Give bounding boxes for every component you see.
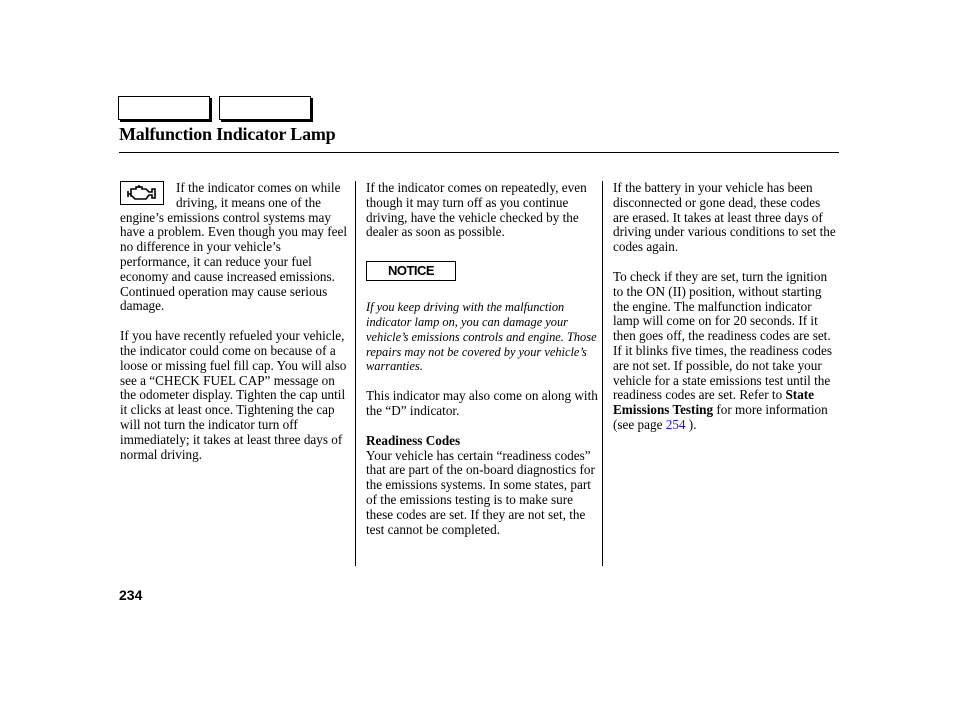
notice-text: If you keep driving with the malfunction indicator lamp on, you can damage your vehicle’s emissions controls and engine. Those repairs may not be covered by your vehicle’s warranties. — [366, 300, 597, 374]
page-title: Malfunction Indicator Lamp — [119, 124, 336, 144]
paragraph-text: ). — [688, 416, 697, 432]
paragraph: Your vehicle has certain “readiness codes” that are part of the on-board diagnostics for the emissions systems. In some states, part of the emissions testing is to make sure these codes are set. If they are not set, the test cannot be completed. — [366, 447, 595, 537]
paragraph: If the battery in your vehicle has been disconnected or gone dead, these codes are erased. It takes at least three days of driving under various conditions to set the codes again. — [613, 180, 836, 255]
paragraph: If the indicator comes on repeatedly, even though it may turn off as you continue driving, have the vehicle checked by the dealer as soon as possible. — [366, 180, 587, 240]
paragraph — [613, 270, 839, 433]
cross-reference-title: State Emissions Testing — [613, 387, 815, 418]
check-engine-icon — [120, 181, 164, 205]
page-link[interactable]: 254 — [665, 416, 686, 432]
title-divider — [119, 152, 839, 153]
paragraph: If the indicator comes on while driving, it means one of the engine’s emissions control systems may have a problem. Even though you may feel no difference in your vehicle’s performance, it can reduce your fuel economy and cause increased emissions. Continued operation may cause serious damage. — [120, 180, 348, 314]
paragraph-text: for more information (see page — [613, 402, 828, 432]
column-divider — [602, 181, 603, 566]
column-1 — [120, 181, 350, 462]
nav-next-button[interactable] — [219, 96, 311, 120]
paragraph: If you have recently refueled your vehicle, the indicator could come on because of a loose or missing fuel fill cap. You will also see a “CHECK FUEL CAP” message on the odometer display. Tighten the cap until it clicks at least once. Tightening the cap will not turn the indicator turn off immediately; it takes at least three days of normal driving. — [120, 328, 347, 462]
paragraph-text: To check if they are set, turn the ignition to the ON (II) position, without starting the engine. The malfunction indicator lamp will come on for 20 seconds. If it then goes off, the readiness codes are set. If it blinks five times, the readiness codes are not set. If possible, do not take your vehicle for a state emissions test until the readiness codes are set. Refer to — [613, 268, 833, 403]
notice-label: NOTICE — [366, 261, 456, 281]
paragraph: This indicator may also come on along with the “D” indicator. — [366, 388, 598, 418]
section-heading: Readiness Codes — [366, 432, 461, 448]
page-number: 234 — [119, 587, 143, 603]
column-divider — [355, 181, 356, 566]
column-2 — [366, 181, 598, 537]
column-3 — [613, 181, 839, 433]
nav-prev-button[interactable] — [118, 96, 210, 120]
